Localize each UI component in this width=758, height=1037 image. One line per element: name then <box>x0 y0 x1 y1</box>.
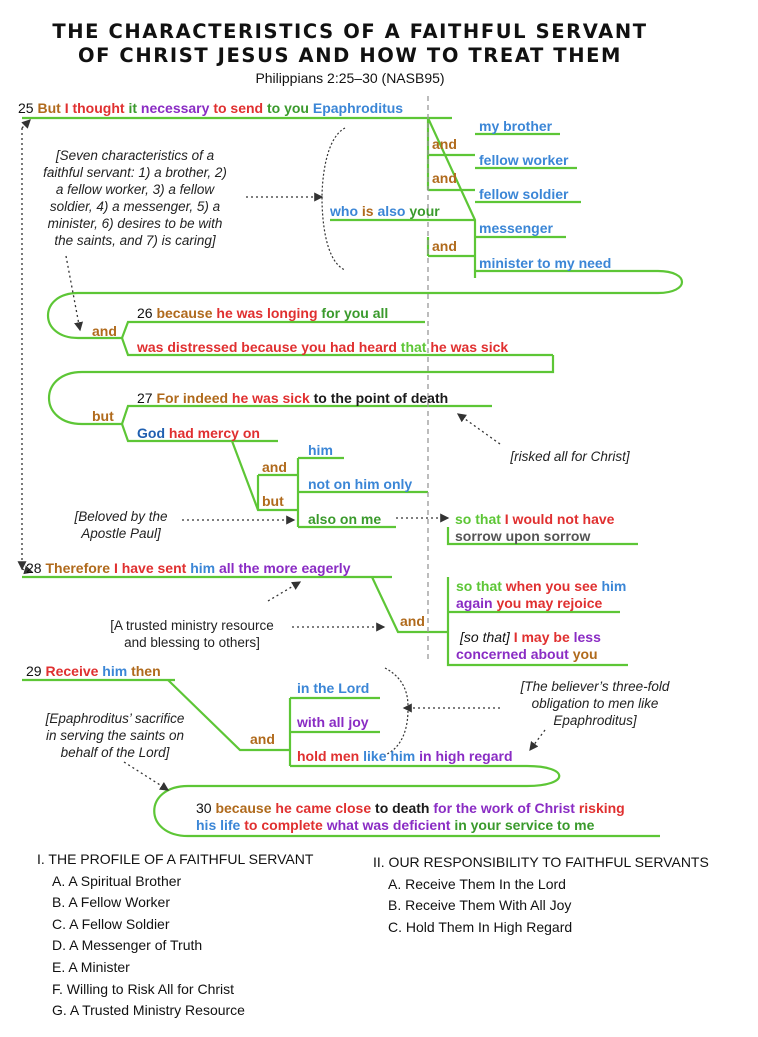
outline-profile-item: F. Willing to Risk All for Christ <box>52 980 235 997</box>
outline-profile-heading: I. THE PROFILE OF A FAITHFUL SERVANT <box>37 851 314 867</box>
outline-profile-item: D. A Messenger of Truth <box>52 937 203 954</box>
v28-less: less <box>573 629 601 645</box>
v28-again: again <box>456 595 493 611</box>
v25-to-you: to you <box>266 100 309 116</box>
characteristic-fellow-soldier: fellow soldier <box>479 186 569 202</box>
v25-and-3: and <box>432 238 457 254</box>
v30-he-came-close: he came close <box>275 800 372 816</box>
v27-to-the-point-of-death: to the point of death <box>313 390 449 406</box>
v25-necessary: necessary <box>140 100 210 116</box>
v28-i-may-be: I may be <box>513 629 570 645</box>
v27-god: God <box>137 425 165 441</box>
v26-because: because <box>156 305 213 321</box>
v25-is: is <box>361 203 374 219</box>
scripture-reference: Philippians 2:25–30 (NASB95) <box>255 70 445 86</box>
note-sacrifice: [Epaphroditus’ sacrifice in serving the saints on behalf of the Lord] <box>45 711 185 760</box>
note-three-fold-obligation: [The believer’s three-fold obligation to men like Epaphroditus] <box>520 679 670 728</box>
brace-marks <box>322 128 408 755</box>
v25-and-1: and <box>432 136 457 152</box>
v25-who: who <box>330 203 358 219</box>
v25-but: But <box>37 100 61 116</box>
v25-i-thought: I thought <box>64 100 125 116</box>
outline-responsibility-heading: II. OUR RESPONSIBILITY TO FAITHFUL SERVANTS <box>373 854 709 870</box>
v28-bracket-so-that: [so that] <box>460 629 510 645</box>
v27-but-2: but <box>262 493 284 509</box>
note-beloved: [Beloved by the Apostle Paul] <box>74 509 168 541</box>
v25-also: also <box>377 203 406 219</box>
note-seven-characteristics: [Seven characteristics of a faithful servant: 1) a brother, 2) a fellow worker, 3) a fellow soldier, 4) a messenger, 5) a minister, 6) desires to be with the saints, and 7) is caring] <box>43 148 227 248</box>
v29-in-the-lord: in the Lord <box>297 680 370 696</box>
outline-profile-item: B. A Fellow Worker <box>52 894 171 911</box>
v27-and: and <box>262 459 287 475</box>
v26-was-distressed: was distressed because you had heard <box>137 339 397 355</box>
v28-all-the-more-eagerly: all the more eagerly <box>218 560 351 576</box>
v28-you-may-rejoice: you may rejoice <box>496 595 603 611</box>
characteristic-minister: minister to my need <box>479 255 612 271</box>
v30-because: because <box>215 800 272 816</box>
v29-receive: Receive <box>45 663 99 679</box>
outline-responsibility-item: B. Receive Them With All Joy <box>388 897 572 914</box>
v30-in-your-service: in your service to me <box>454 817 595 833</box>
outline-profile-item: C. A Fellow Soldier <box>52 915 170 932</box>
v28-him: him <box>190 560 216 576</box>
v30-what-was-deficient: what was deficient <box>326 817 451 833</box>
outline-responsibility-item: C. Hold Them In High Regard <box>388 918 573 935</box>
v28-him-2: him <box>601 578 627 594</box>
verse-number-28: 28 <box>26 560 42 576</box>
note-trusted-resource: [A trusted ministry resource and blessing to others] <box>110 618 274 650</box>
v30-to-death: to death <box>375 800 430 816</box>
title-line-1: THE CHARACTERISTICS OF A FAITHFUL SERVANT <box>52 20 648 43</box>
verse-number-27: 27 <box>137 390 153 406</box>
v25-epaphroditus: Epaphroditus <box>312 100 404 116</box>
v28-therefore: Therefore <box>45 560 111 576</box>
v29-in-high-regard: in high regard <box>419 748 513 764</box>
v30-his-life: his life <box>196 817 241 833</box>
title-line-2: OF CHRIST JESUS AND HOW TO TREAT THEM <box>77 44 623 67</box>
verse-number-29: 29 <box>26 663 42 679</box>
v30-to-complete: to complete <box>244 817 323 833</box>
v25-to-send: to send <box>213 100 264 116</box>
v25-and-2: and <box>432 170 457 186</box>
v28-so-that: so that <box>456 578 502 594</box>
v26-that: that <box>400 339 427 355</box>
v25-it: it <box>128 100 138 116</box>
v28-you: you <box>572 646 598 662</box>
v29-with-all-joy: with all joy <box>297 714 369 730</box>
v28-and: and <box>400 613 425 629</box>
v26-he-was-sick: he was sick <box>430 339 509 355</box>
note-risked-all: [risked all for Christ] <box>510 449 630 464</box>
v27-sorrow-upon-sorrow: sorrow upon sorrow <box>455 528 591 544</box>
v29-him: him <box>102 663 128 679</box>
v27-also-on-me: also on me <box>308 511 382 527</box>
v28-concerned-about: concerned about <box>456 646 569 662</box>
v27-he-was-sick: he was sick <box>231 390 310 406</box>
verse-number-30: 30 <box>196 800 212 816</box>
v28-i-have-sent: I have sent <box>113 560 187 576</box>
v28-when-you-see: when you see <box>505 578 598 594</box>
verse-number-25: 25 <box>18 100 34 116</box>
v27-not-on-him-only: not on him only <box>308 476 413 492</box>
v29-and: and <box>250 731 275 747</box>
v27-had-mercy-on: had mercy on <box>168 425 260 441</box>
v29-then: then <box>131 663 161 679</box>
v30-for-the-work-of-christ: for the work of Christ <box>433 800 575 816</box>
v29-like-him: like him <box>363 748 416 764</box>
outline-responsibility <box>373 852 709 938</box>
v29-hold-men: hold men <box>297 748 360 764</box>
v27-for-indeed: For indeed <box>156 390 229 406</box>
outline-profile-item: A. A Spiritual Brother <box>52 872 182 889</box>
characteristic-my-brother: my brother <box>479 118 553 134</box>
v25-your: your <box>409 203 440 219</box>
v30-risking: risking <box>578 800 625 816</box>
v26-for-you-all: for you all <box>321 305 389 321</box>
v26-he-was-longing: he was longing <box>216 305 318 321</box>
v27-i-would-not-have: I would not have <box>504 511 615 527</box>
outline-responsibility-item: A. Receive Them In the Lord <box>388 875 566 892</box>
characteristic-fellow-worker: fellow worker <box>479 152 569 168</box>
v27-but: but <box>92 408 114 424</box>
v27-so-that: so that <box>455 511 501 527</box>
v27-him: him <box>308 442 333 458</box>
verse-number-26: 26 <box>137 305 153 321</box>
outline-profile-item: G. A Trusted Ministry Resource <box>52 1002 245 1019</box>
v26-and: and <box>92 323 117 339</box>
outline-profile-item: E. A Minister <box>52 958 130 975</box>
characteristic-messenger: messenger <box>479 220 553 236</box>
outline-profile <box>37 849 313 1022</box>
